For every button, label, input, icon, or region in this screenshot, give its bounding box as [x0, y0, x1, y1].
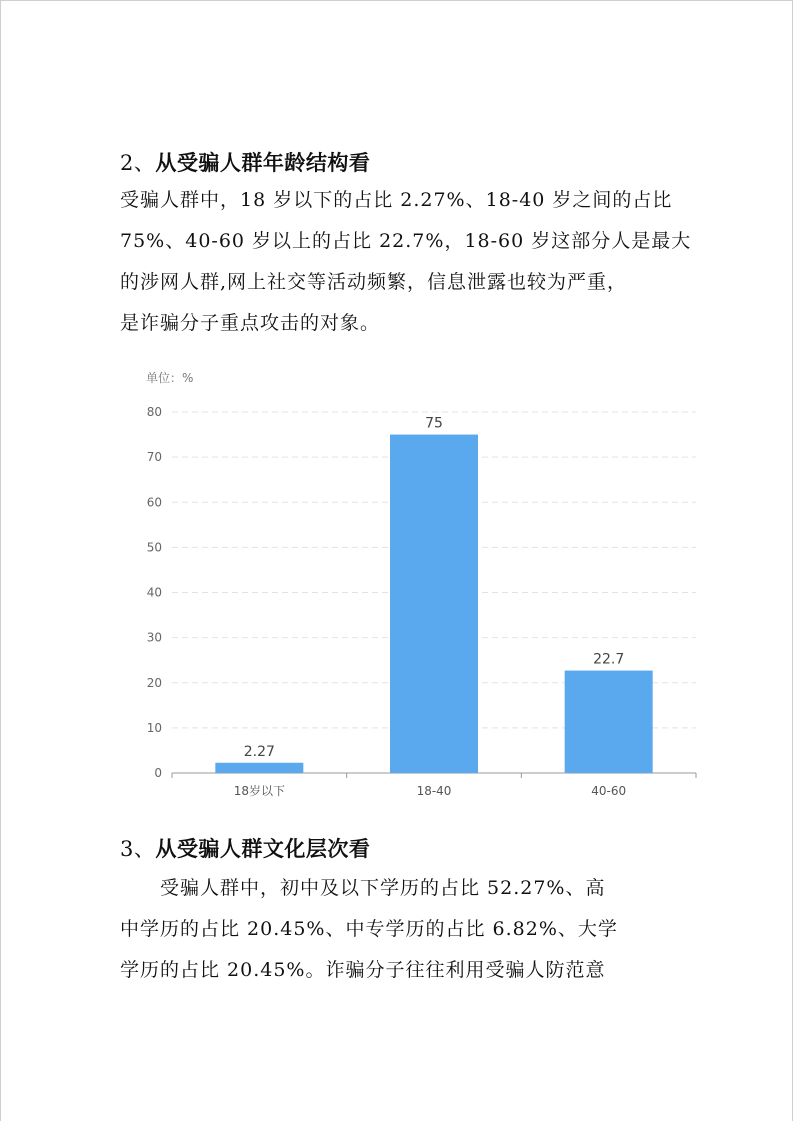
paragraph-line: 是诈骗分子重点攻击的对象。: [120, 312, 381, 334]
chart-unit-label: 单位：%: [146, 371, 194, 385]
section-2-heading: [120, 147, 370, 177]
y-tick-label: 30: [146, 630, 162, 645]
y-tick-label: 0: [154, 766, 162, 780]
section-3-number: 3、: [120, 837, 156, 861]
bar: [565, 671, 653, 773]
section-2-paragraph: [120, 180, 692, 344]
paragraph-line: 中学历的占比 20.45%、中专学历的占比 6.82%、大学: [120, 918, 618, 940]
y-tick-label: 50: [146, 540, 162, 555]
y-tick-label: 40: [146, 585, 162, 600]
paragraph-line: 学历的占比 20.45%。诈骗分子往往利用受骗人防范意: [120, 959, 606, 981]
bar-chart-svg: [110, 360, 710, 810]
y-tick-label: 70: [146, 450, 162, 465]
section-3-title: 从受骗人群文化层次看: [155, 836, 371, 861]
section-3-paragraph: [120, 868, 680, 991]
section-2-number: 2、: [120, 151, 156, 175]
age-structure-chart: [110, 360, 710, 810]
x-tick-label: 40-60: [591, 784, 627, 798]
section-2-title: 从受骗人群年龄结构看: [155, 150, 371, 175]
y-tick-label: 60: [146, 495, 162, 510]
data-label: 2.27: [243, 743, 275, 760]
bar: [215, 763, 303, 773]
paragraph-line: 75%、40-60 岁以上的占比 22.7%，18-60 岁这部分人是最大: [120, 230, 692, 252]
bar: [390, 435, 478, 773]
paragraph-line: 受骗人群中，18 岁以下的占比 2.27%、18-40 岁之间的占比: [120, 189, 673, 211]
data-label: 75: [425, 415, 443, 432]
x-tick-label: 18-40: [416, 784, 452, 798]
paragraph-line: 的涉网人群,网上社交等活动频繁，信息泄露也较为严重，: [120, 271, 628, 293]
section-3-heading: [120, 833, 370, 863]
paragraph-line: 受骗人群中，初中及以下学历的占比 52.27%、高: [120, 877, 606, 899]
y-tick-label: 80: [146, 405, 162, 419]
data-label: 22.7: [593, 651, 625, 668]
x-tick-label: 18岁以下: [233, 784, 285, 798]
y-tick-label: 10: [146, 720, 162, 735]
y-tick-label: 20: [146, 675, 162, 690]
